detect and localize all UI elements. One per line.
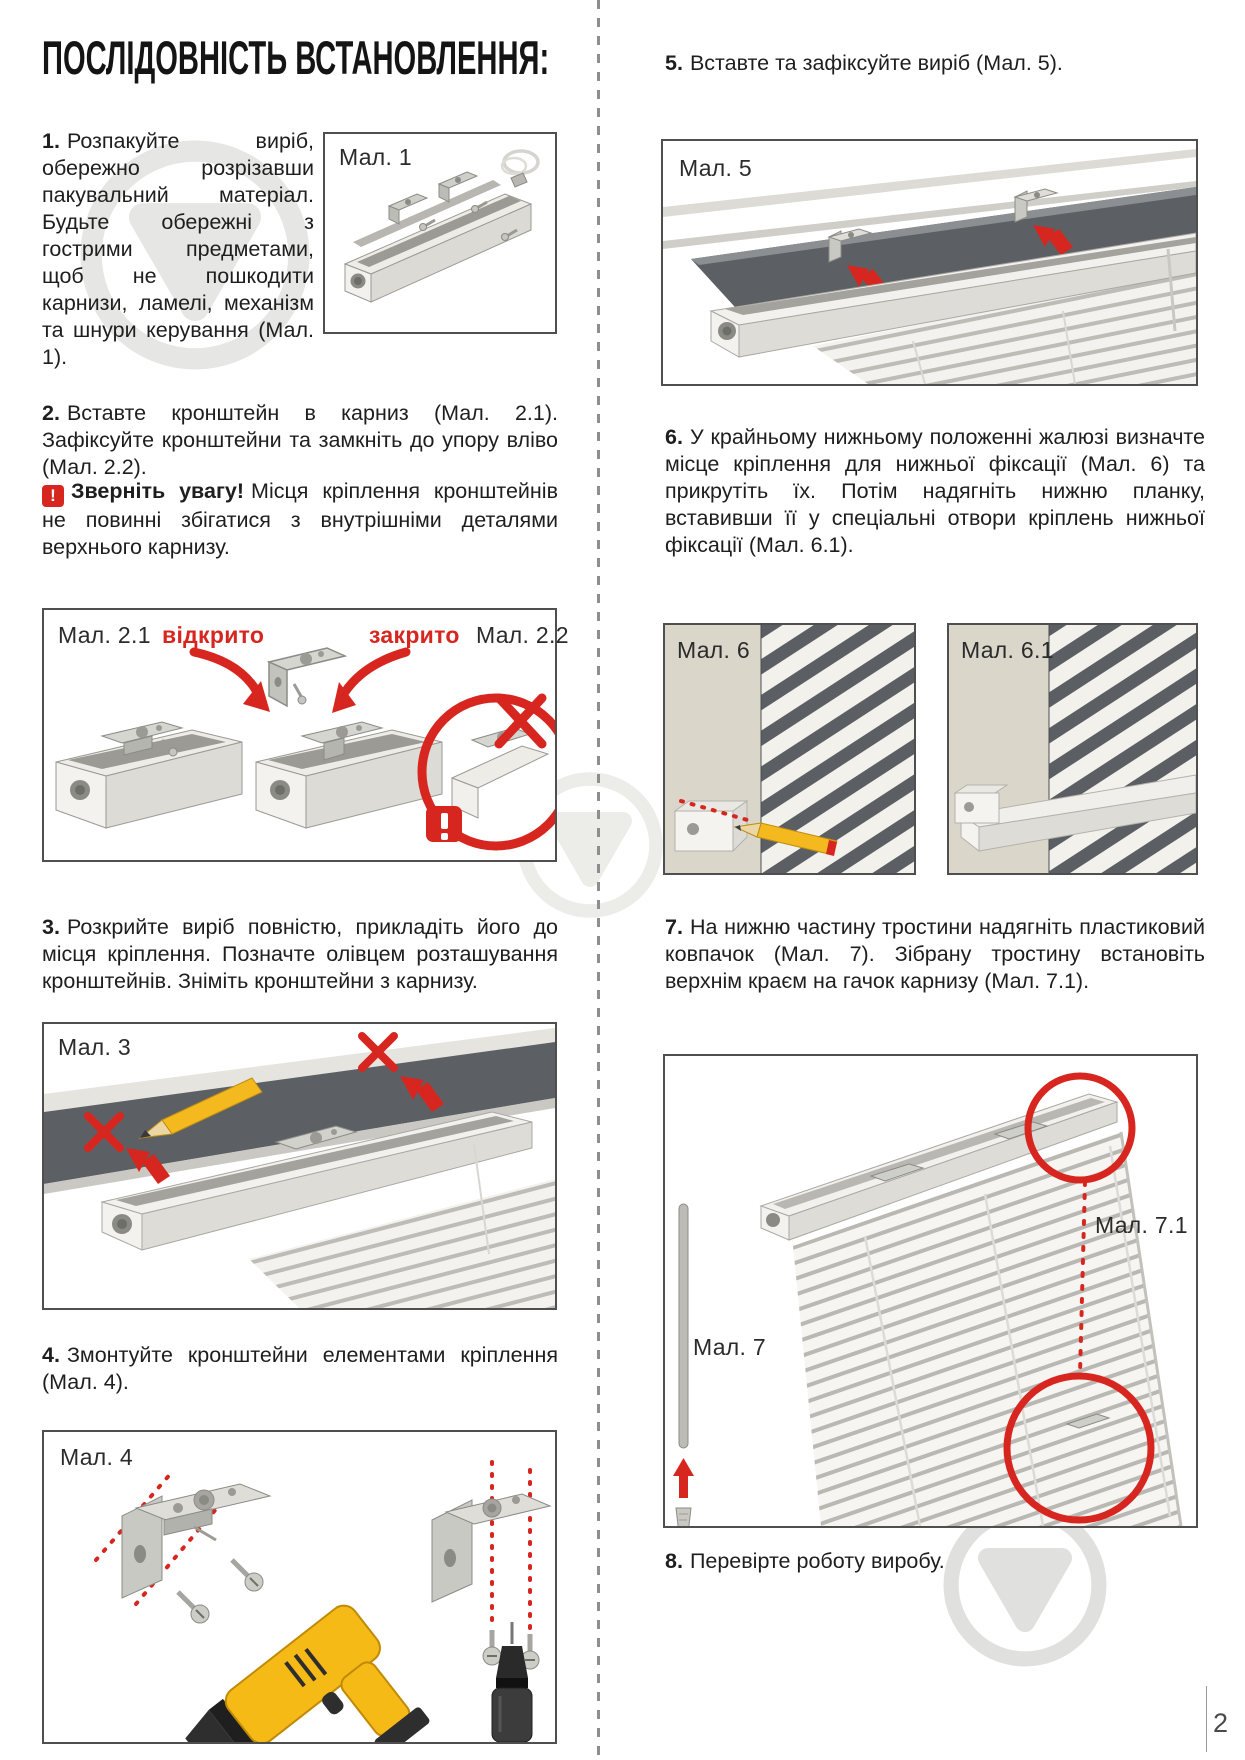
figure-4-label: Мал. 4 <box>60 1444 134 1470</box>
warning-title: Зверніть увагу! <box>71 479 245 503</box>
warning-badge-icon <box>426 806 462 842</box>
red-arrow-up-icon <box>673 1458 694 1498</box>
figure-3-art <box>44 1024 555 1308</box>
step-2-warning <box>42 478 558 561</box>
step-2-text: Вставте кронштейн в карниз (Мал. 2.1). Зафіксуйте кронштейни та замкніть до упору вліво (Мал. 2.2). <box>42 401 558 479</box>
step-3-text: Розкрийте виріб повністю, прикладіть його до місця кріплення. Позначте олівцем розташування кронштейнів. Зніміть кронштейни з карнизу. <box>42 915 558 993</box>
bracket-icon <box>432 1462 550 1632</box>
figure-2-2-label: Мал. 2.2 <box>476 622 569 648</box>
step-1-number: 1. <box>42 129 60 153</box>
step-6-number: 6. <box>665 425 683 449</box>
page-number: 2 <box>1213 1708 1229 1738</box>
figure-7-1-label: Мал. 7.1 <box>1095 1212 1188 1238</box>
step-2-number: 2. <box>42 401 60 425</box>
step-8-number: 8. <box>665 1549 683 1573</box>
page-title-text: ПОСЛІДОВНІСТЬ ВСТАНОВЛЕННЯ: <box>42 31 550 84</box>
step-4-text: Змонтуйте кронштейни елементами кріплення (Мал. 4). <box>42 1343 558 1394</box>
figure-4-art <box>44 1432 555 1742</box>
figure-4 <box>42 1430 557 1744</box>
step-4-number: 4. <box>42 1343 60 1367</box>
bottom-fixation-bracket-icon <box>675 801 747 851</box>
screw-icon <box>178 1560 263 1623</box>
step-6 <box>665 424 1205 559</box>
bracket-icon <box>96 1472 270 1604</box>
cornice-illustration <box>56 722 242 828</box>
warning-icon: ! <box>42 485 64 507</box>
tilt-wand-icon <box>679 1204 688 1448</box>
step-7-text: На нижню частину тростини надягніть пластиковий ковпачок (Мал. 7). Зібрану тростину встановіть верхнім краєм на гачок карнизу (Мал. 7.1). <box>665 915 1205 993</box>
step-4 <box>42 1342 558 1396</box>
bracket-icon <box>269 648 345 706</box>
figure-5-label: Мал. 5 <box>679 155 753 181</box>
figure-6-1-label: Мал. 6.1 <box>961 637 1054 663</box>
figure-2-1-label: Мал. 2.1 <box>58 622 151 648</box>
figure-5 <box>661 139 1198 386</box>
figure-2 <box>42 608 569 862</box>
wand-cap-icon <box>676 1508 691 1526</box>
figure-7 <box>663 1054 1198 1528</box>
figure-1-label: Мал. 1 <box>339 144 413 170</box>
figure-1 <box>323 132 557 334</box>
warning-text: Місця кріплення кронштейнів не повинні збігатися з внутрішніми деталями верхнього карнизу. <box>42 479 558 559</box>
figure-7-label: Мал. 7 <box>693 1334 767 1360</box>
step-3-number: 3. <box>42 915 60 939</box>
step-2 <box>42 400 558 481</box>
step-7-number: 7. <box>665 915 683 939</box>
figure-6-label: Мал. 6 <box>677 637 751 663</box>
figure-3 <box>42 1022 557 1310</box>
step-7 <box>665 914 1205 995</box>
step-1 <box>42 128 314 371</box>
column-divider <box>597 0 600 1760</box>
drill-icon <box>146 1600 437 1742</box>
page-number-divider <box>1206 1686 1207 1752</box>
step-8-text: Перевірте роботу виробу. <box>689 1549 945 1573</box>
step-5 <box>665 50 1205 77</box>
step-3 <box>42 914 558 995</box>
drill-icon <box>492 1622 532 1742</box>
step-6-text: У крайньому нижньому положенні жалюзі визначте місце кріплення для нижньої фіксації (Мал. 6) та прикрутіть їх. Потім надягніть нижню планку, вставивши її у спеціальні отвори кріплень нижньої фіксації (Мал. 6.1). <box>665 425 1205 557</box>
step-5-text: Вставте та зафіксуйте виріб (Мал. 5). <box>689 51 1063 75</box>
figure-2-open-label: відкрито <box>162 622 265 648</box>
step-5-number: 5. <box>665 51 683 75</box>
figure-6-1 <box>947 623 1198 875</box>
step-1-text: Розпакуйте виріб, обережно розрізавши пакувальний матеріал. Будьте обережні з гострими предметами, щоб не пошкодити карнизи, ламелі, механізм та шнури керування (Мал. 1). <box>42 129 314 369</box>
red-arrow-icon <box>194 652 270 712</box>
cornice-illustration <box>256 722 442 828</box>
figure-7-art <box>665 1056 1196 1526</box>
figure-6 <box>663 623 916 875</box>
blind-slats-illustration <box>1049 625 1196 873</box>
step-8 <box>665 1548 1085 1575</box>
red-arrow-icon <box>332 652 406 713</box>
bottom-fixation-bracket-icon <box>955 785 1007 823</box>
figure-2-closed-label: закрито <box>369 622 460 648</box>
figure-3-label: Мал. 3 <box>58 1034 132 1060</box>
